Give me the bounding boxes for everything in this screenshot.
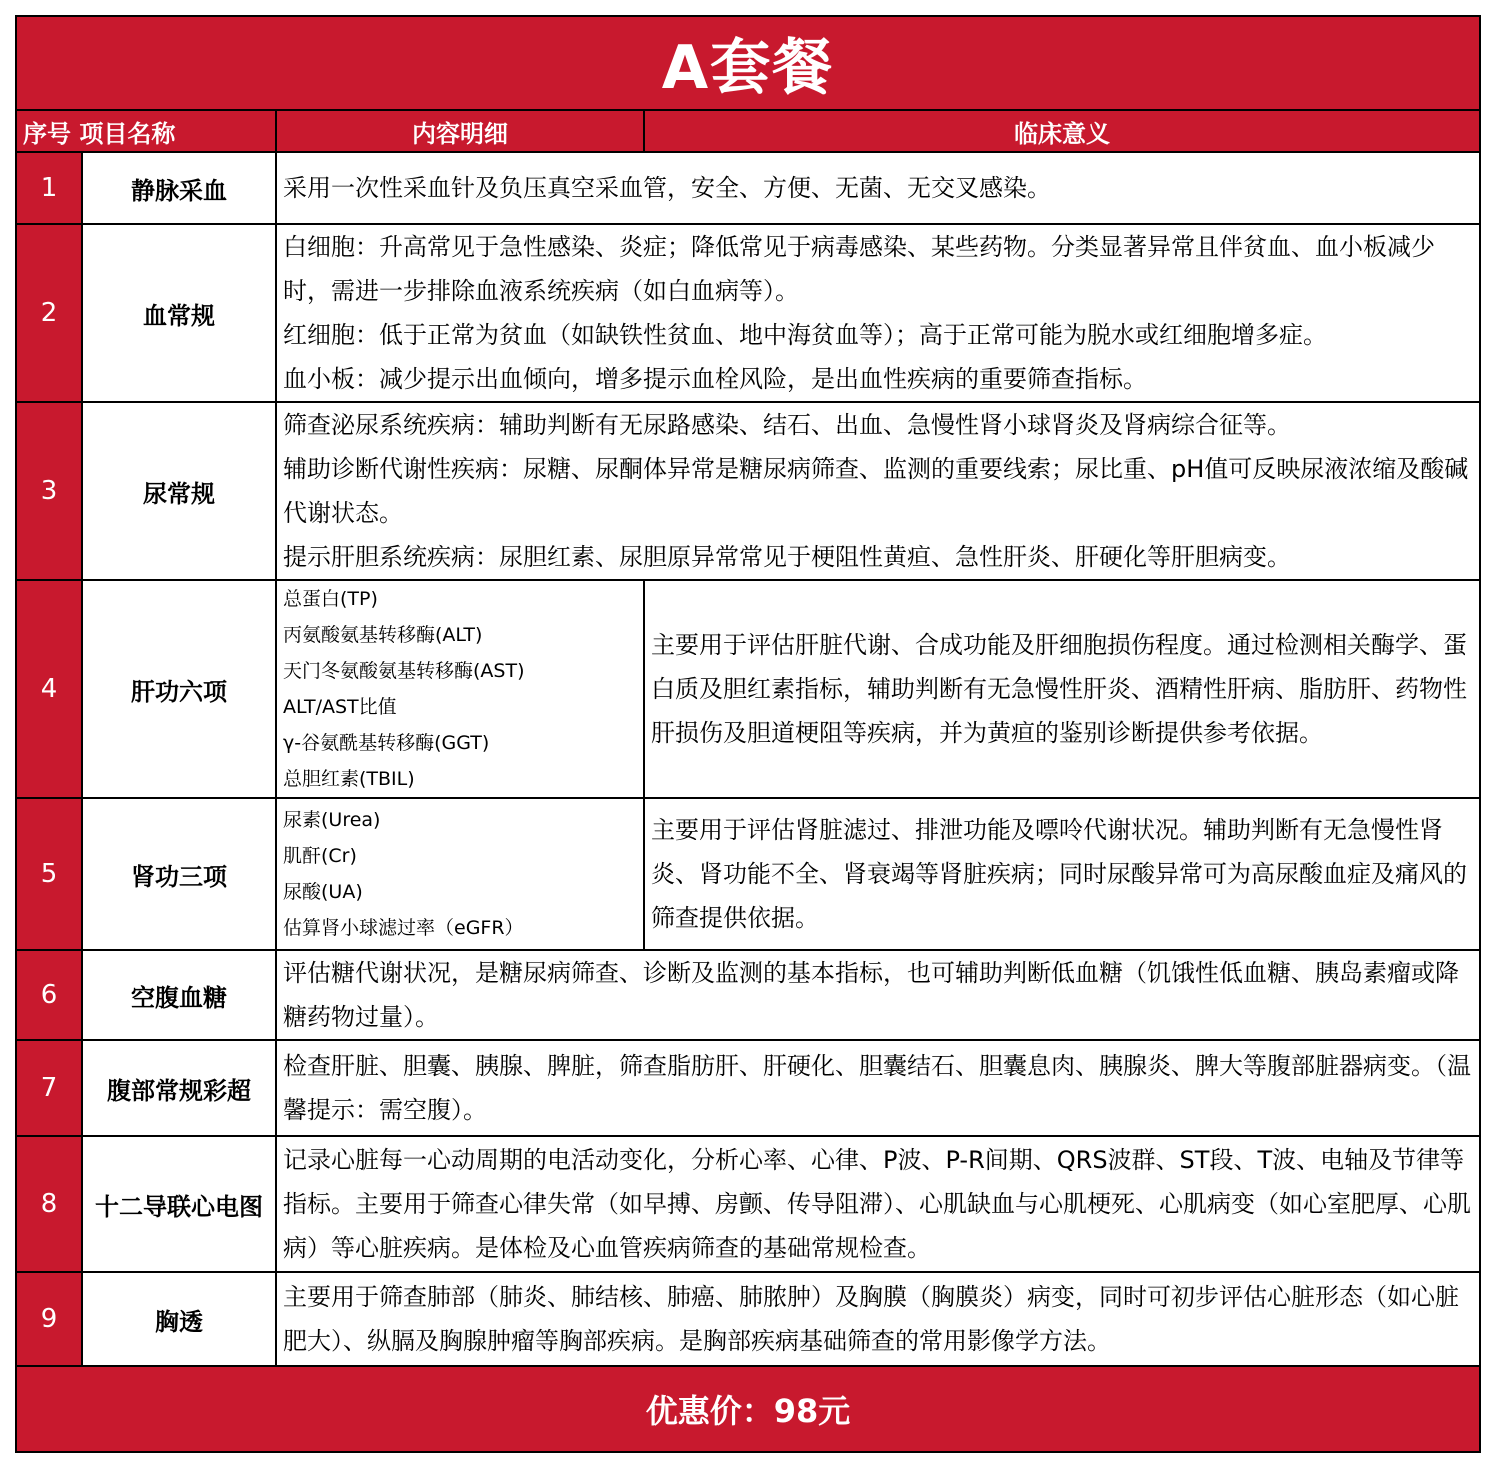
- row-number: 9: [16, 1272, 82, 1366]
- item-name: 十二导联心电图: [82, 1136, 276, 1272]
- clinical-meaning: 主要用于评估肝脏代谢、合成功能及肝细胞损伤程度。通过检测相关酶学、蛋白质及胆红素指标，辅助判断有无急慢性肝炎、酒精性肝病、脂肪肝、药物性肝损伤及胆道梗阻等疾病，并为黄疸的鉴别诊断提供参考依据。: [644, 580, 1480, 798]
- item-description: [276, 152, 1480, 224]
- item-contents: [276, 580, 644, 798]
- item-name: 腹部常规彩超: [82, 1040, 276, 1136]
- discount-price: 优惠价：98元: [16, 1366, 1480, 1452]
- content-item: 尿素(Urea): [283, 809, 381, 831]
- item-description: [276, 224, 1480, 402]
- content-item: γ-谷氨酰基转移酶(GGT): [283, 732, 490, 754]
- table-row: [16, 950, 1480, 1040]
- content-item: 估算肾小球滤过率（eGFR）: [283, 917, 524, 939]
- row-number: 6: [16, 950, 82, 1040]
- item-name: 空腹血糖: [82, 950, 276, 1040]
- description-line: 辅助诊断代谢性疾病：尿糖、尿酮体异常是糖尿病筛查、监测的重要线索；尿比重、pH值可反映尿液浓缩及酸碱代谢状态。: [283, 455, 1469, 527]
- table-row: [16, 152, 1480, 224]
- table-row: [16, 1040, 1480, 1136]
- description-line: 检查肝脏、胆囊、胰腺、脾脏，筛查脂肪肝、肝硬化、胆囊结石、胆囊息肉、胰腺炎、脾大等腹部脏器病变。（温馨提示：需空腹）。: [283, 1052, 1471, 1124]
- clinical-meaning: 主要用于评估肾脏滤过、排泄功能及嘌呤代谢状况。辅助判断有无急慢性肾炎、肾功能不全、肾衰竭等肾脏疾病；同时尿酸异常可为高尿酸血症及痛风的筛查提供依据。: [644, 798, 1480, 950]
- description-line: 红细胞：低于正常为贫血（如缺铁性贫血、地中海贫血等）；高于正常可能为脱水或红细胞增多症。: [283, 321, 1327, 349]
- price-row: [16, 1366, 1480, 1452]
- item-description: [276, 950, 1480, 1040]
- package-sheet: [15, 15, 1479, 1453]
- table-row: [16, 1136, 1480, 1272]
- package-table: [15, 15, 1481, 1453]
- item-description: [276, 1136, 1480, 1272]
- item-name: 静脉采血: [82, 152, 276, 224]
- table-row: [16, 798, 1480, 950]
- row-number: 7: [16, 1040, 82, 1136]
- description-line: 白细胞：升高常见于急性感染、炎症；降低常见于病毒感染、某些药物。分类显著异常且伴贫血、血小板减少时，需进一步排除血液系统疾病（如白血病等）。: [283, 233, 1435, 305]
- title-row: [16, 16, 1480, 110]
- item-name: 肾功三项: [82, 798, 276, 950]
- description-line: 采用一次性采血针及负压真空采血管，安全、方便、无菌、无交叉感染。: [283, 174, 1051, 202]
- item-name: 血常规: [82, 224, 276, 402]
- table-row: [16, 580, 1480, 798]
- description-line: 评估糖代谢状况，是糖尿病筛查、诊断及监测的基本指标，也可辅助判断低血糖（饥饿性低血糖、胰岛素瘤或降糖药物过量）。: [283, 959, 1459, 1031]
- row-number: 8: [16, 1136, 82, 1272]
- description-line: 记录心脏每一心动周期的电活动变化，分析心率、心律、P波、P-R间期、QRS波群、ST段、T波、电轴及节律等指标。主要用于筛查心律失常（如早搏、房颤、传导阻滞）、心肌缺血与心肌梗死、心肌病变（如心室肥厚、心肌病）等心脏疾病。是体检及心血管疾病筛查的基础常规检查。: [283, 1146, 1471, 1262]
- header-row: [16, 110, 1480, 152]
- description-line: 血小板：减少提示出血倾向，增多提示血栓风险，是出血性疾病的重要筛查指标。: [283, 365, 1147, 393]
- table-row: [16, 402, 1480, 580]
- item-description: [276, 1040, 1480, 1136]
- content-item: ALT/AST比值: [283, 696, 397, 718]
- content-item: 尿酸(UA): [283, 881, 363, 903]
- item-name: 尿常规: [82, 402, 276, 580]
- item-name: 肝功六项: [82, 580, 276, 798]
- content-item: 肌酐(Cr): [283, 845, 357, 867]
- row-number: 3: [16, 402, 82, 580]
- description-line: 提示肝胆系统疾病：尿胆红素、尿胆原异常常见于梗阻性黄疸、急性肝炎、肝硬化等肝胆病变。: [283, 543, 1291, 571]
- row-number: 5: [16, 798, 82, 950]
- header-seq: 序号: [23, 119, 71, 148]
- item-name: 胸透: [82, 1272, 276, 1366]
- header-seq-name: [16, 110, 276, 152]
- row-number: 4: [16, 580, 82, 798]
- header-name: 项目名称: [79, 119, 176, 148]
- item-description: [276, 402, 1480, 580]
- content-item: 丙氨酸氨基转移酶(ALT): [283, 624, 483, 646]
- content-item: 总蛋白(TP): [283, 588, 378, 610]
- description-line: 筛查泌尿系统疾病：辅助判断有无尿路感染、结石、出血、急慢性肾小球肾炎及肾病综合征等。: [283, 411, 1291, 439]
- item-contents: [276, 798, 644, 950]
- row-number: 1: [16, 152, 82, 224]
- content-item: 天门冬氨酸氨基转移酶(AST): [283, 660, 525, 682]
- table-row: [16, 1272, 1480, 1366]
- row-number: 2: [16, 224, 82, 402]
- description-line: 主要用于筛查肺部（肺炎、肺结核、肺癌、肺脓肿）及胸膜（胸膜炎）病变，同时可初步评估心脏形态（如心脏肥大）、纵膈及胸腺肿瘤等胸部疾病。是胸部疾病基础筛查的常用影像学方法。: [283, 1283, 1459, 1355]
- content-item: 总胆红素(TBIL): [283, 768, 415, 790]
- header-content: 内容明细: [276, 110, 644, 152]
- header-meaning: 临床意义: [644, 110, 1480, 152]
- table-row: [16, 224, 1480, 402]
- package-title: A套餐: [16, 16, 1480, 110]
- item-description: [276, 1272, 1480, 1366]
